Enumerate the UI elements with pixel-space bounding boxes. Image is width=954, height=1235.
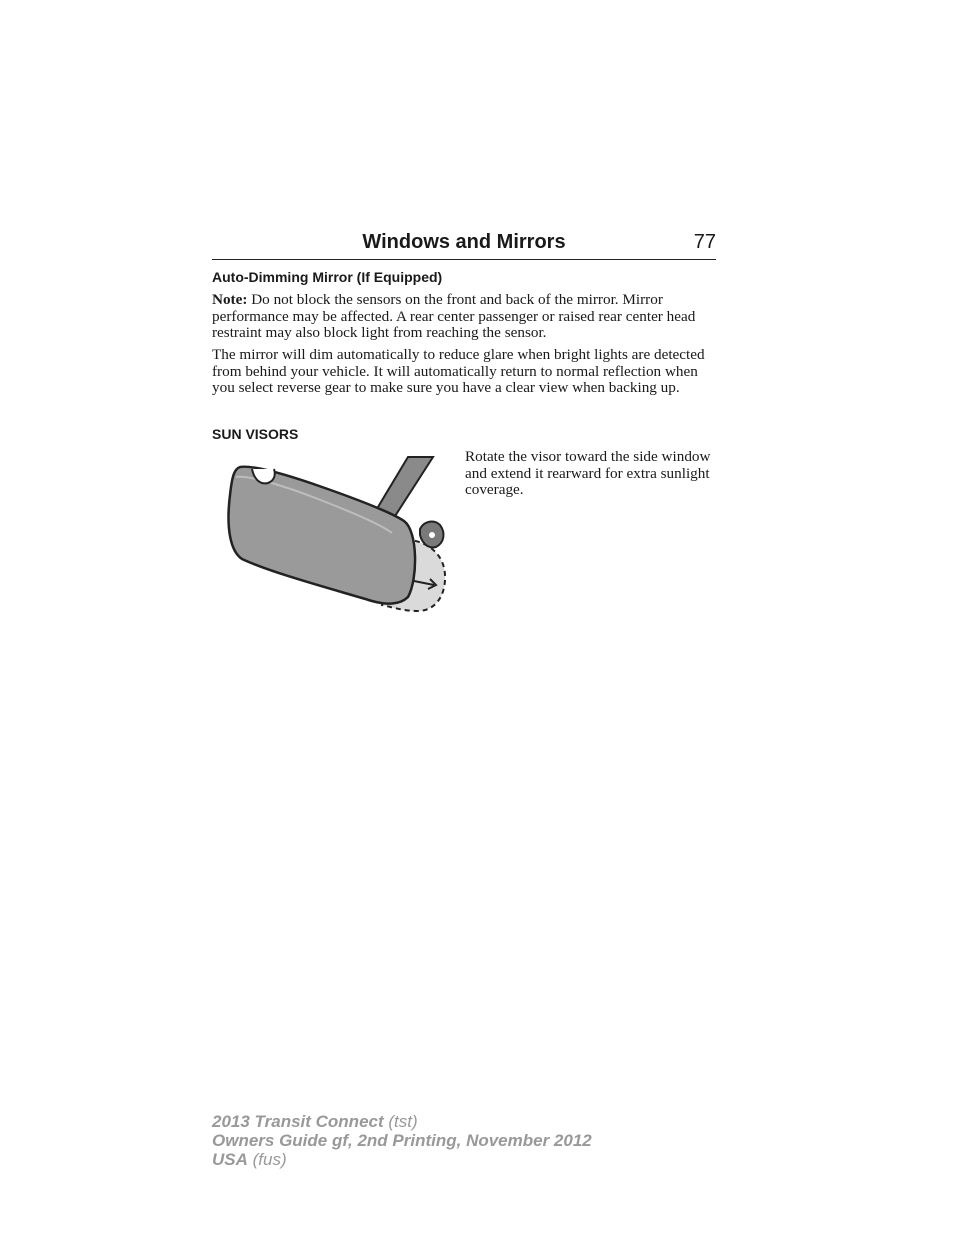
footer-line-2	[212, 1131, 592, 1150]
note-paragraph	[212, 292, 716, 342]
footer-line-3	[212, 1150, 592, 1169]
footer-line-1	[212, 1112, 592, 1131]
footer-market-code: (fus)	[247, 1150, 287, 1169]
footer-model-code: (tst)	[383, 1112, 418, 1131]
footer-market: USA	[212, 1150, 248, 1169]
sun-visors-body: Rotate the visor toward the side window and extend it rearward for extra sunlight coverage.	[465, 448, 711, 499]
page-header	[212, 229, 716, 260]
page-footer	[212, 1112, 592, 1169]
sun-visor-icon	[222, 455, 450, 615]
auto-dimming-heading: Auto-Dimming Mirror (If Equipped)	[212, 269, 443, 285]
sun-visors-heading: SUN VISORS	[212, 426, 299, 442]
note-label: Note:	[212, 291, 248, 308]
section-title: Windows and Mirrors	[362, 231, 566, 253]
sun-visor-illustration	[222, 455, 450, 615]
note-text: Do not block the sensors on the front and back of the mirror. Mirror performance may be affected. A rear center passenger or raised rear center head restraint may also block light from reaching the sensor.	[212, 291, 696, 342]
footer-printing: Owners Guide gf, 2nd Printing, November 2012	[212, 1131, 592, 1150]
footer-model: 2013 Transit Connect	[212, 1112, 384, 1131]
auto-dimming-body: The mirror will dim automatically to reduce glare when bright lights are detected from behind your vehicle. It will automatically return to normal reflection when you select reverse gear to make sure you have a clear view when backing up.	[212, 346, 705, 397]
page-number: 77	[693, 231, 716, 253]
